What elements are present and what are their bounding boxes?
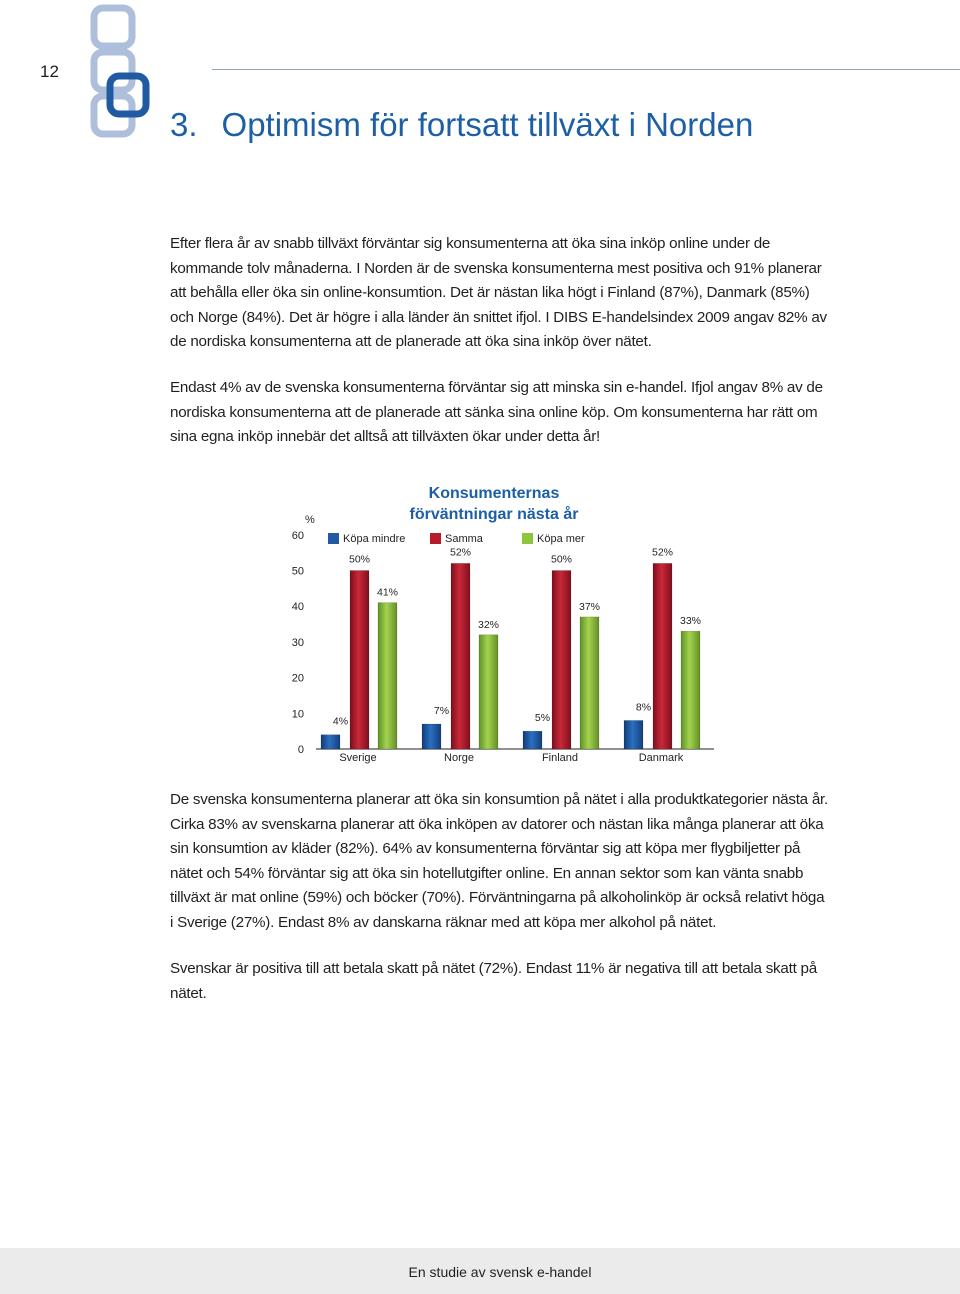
data-label: 37% [578,600,601,613]
category-label: Norge [444,752,474,764]
y-tick-label: 40 [291,601,304,614]
y-tick-label: 50 [291,565,304,578]
fourth-paragraph: Svenskar är positiva till att betala skatt på nätet (72%). Endast 11% är negativa till att betala skatt på nätet. [170,960,817,1002]
legend-label: Köpa mindre [343,533,406,545]
bar [321,735,340,749]
legend-label: Köpa mer [537,533,585,545]
section-title: Optimism för fortsatt tillväxt i Norden [221,106,754,143]
legend-swatch [430,533,441,544]
chart-title-line-2: förväntningar nästa år [409,506,579,523]
data-label: 41% [376,586,399,599]
bar [350,571,369,750]
bar [552,571,571,750]
data-label: 4% [332,715,349,728]
bar [624,720,643,749]
legend-label: Samma [445,533,483,545]
data-label: 50% [550,553,573,566]
second-paragraph: Endast 4% av de svenska konsumenterna förväntar sig att minska sin e-handel. Ifjol angav 8% av de nordiska konsumenterna att de planerade att sänka sina online köp. Om konsumenterna har rätt om sina egna inköp innebär det alltså att tillväxten ökar under detta år! [170,379,823,445]
third-paragraph: De svenska konsumenterna planerar att öka sin konsumtion på nätet i alla produktkategorier nästa år. Cirka 83% av svenskarna planerar att öka inköpen av datorer och nästan lika många planerar att öka sin konsumtion av kläder (82%). 64% av konsumenterna förväntar sig att köpa mer flygbiljetter på nätet och 54% förväntar sig att öka sin hotellutgifter online. En annan sektor som kan vänta snabb tillväxt är mat online (59%) och böcker (70%). Förväntningarna på alkoholinköp är också relativt höga i Sverige (27%). Endast 8% av danskarna räknar med att köpa mer alkohol på nätet. [170,791,828,931]
legend-swatch [522,533,533,544]
bar [681,631,700,749]
chain-logo-icon [88,4,168,144]
y-axis-label: % [305,514,315,526]
category-label: Danmark [638,752,684,764]
bar [479,635,498,749]
category-label: Finland [541,752,579,764]
y-tick-label: 30 [291,636,304,649]
legend-swatch [328,533,339,544]
section-number: 3. [170,106,198,143]
y-tick-label: 10 [291,708,304,721]
data-label: 7% [433,705,450,718]
bar [378,603,397,749]
expectations-bar-chart [276,476,716,776]
section-heading [170,106,753,144]
data-label: 32% [477,618,500,631]
y-tick-label: 0 [297,744,304,756]
y-tick-label: 20 [291,672,304,685]
data-label: 8% [635,701,652,714]
bar [653,563,672,749]
bar [523,731,542,749]
category-label: Sverige [339,752,377,764]
data-label: 33% [679,615,702,628]
bar [580,617,599,749]
data-label: 52% [651,546,674,559]
footer-text: En studie av svensk e-handel [408,1264,592,1280]
y-tick-label: 60 [291,529,304,542]
data-label: 5% [534,712,551,725]
data-label: 50% [348,553,371,566]
data-label: 52% [449,546,472,559]
intro-paragraph: Efter flera år av snabb tillväxt förväntar sig konsumenterna att öka sina inköp online under de kommande tolv månaderna. I Norden är de svenska konsumenterna mest positiva och 91% planerar att behålla eller öka sin online-konsumtion. Det är nästan lika högt i Finland (87%), Danmark (85%) och Norge (84%). Det är högre i alla länder än snittet ifjol. I DIBS E-handelsindex 2009 angav 82% av de nordiska konsumenterna att de planerade att öka sina inköp över nätet. [170,235,827,350]
chart-title-line-1: Konsumenternas [428,485,560,502]
header-rule [212,69,960,70]
bar [451,563,470,749]
bar [422,724,441,749]
page-number: 12 [40,62,59,81]
